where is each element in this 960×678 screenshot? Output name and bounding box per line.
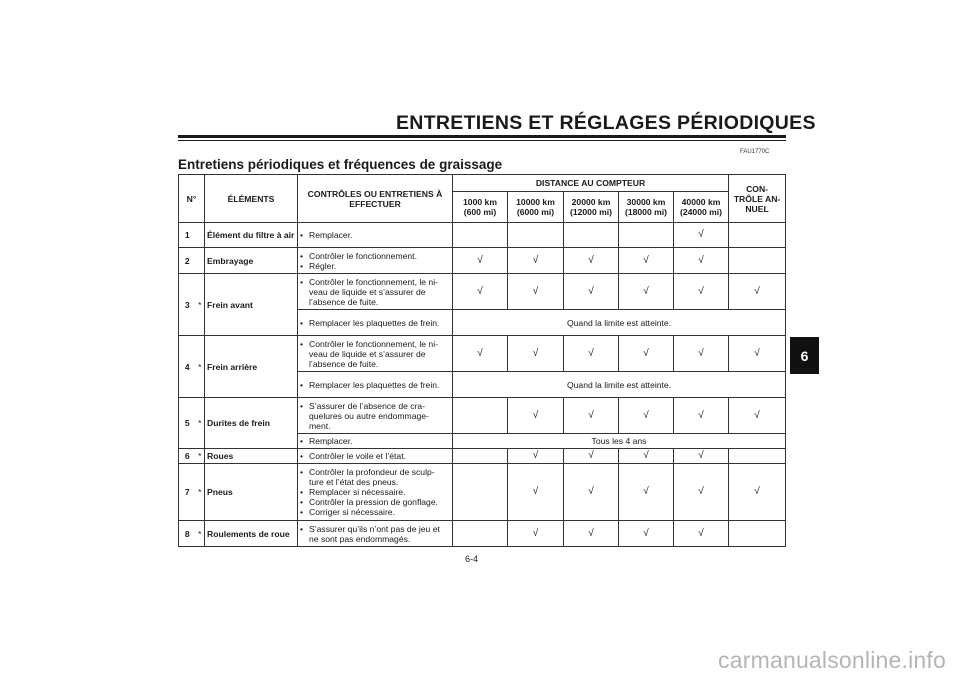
operation-item: • Remplacer si nécessaire. (300, 487, 450, 497)
interval-header (674, 192, 729, 223)
operation-item: • Remplacer. (300, 230, 450, 240)
check-cell (564, 223, 619, 248)
interval-note: Tous les 4 ans (453, 434, 786, 449)
document-code: FAU1770C (740, 149, 770, 155)
row-number: 1 (179, 223, 196, 248)
check-cell: √ (619, 449, 674, 464)
check-cell: √ (674, 521, 729, 547)
maintenance-table (178, 174, 786, 547)
operation-item: • Régler. (300, 261, 450, 271)
check-cell (453, 521, 508, 547)
check-cell: √ (508, 274, 564, 310)
row-number: 5 (179, 398, 196, 449)
check-cell: √ (674, 449, 729, 464)
header-distance: DISTANCE AU COMPTEUR (453, 175, 729, 192)
operation-item: • Remplacer les plaquettes de frein. (300, 318, 450, 328)
row-star: * (196, 274, 205, 336)
check-cell: √ (619, 521, 674, 547)
interval-header (508, 192, 564, 223)
check-cell: √ (508, 464, 564, 521)
check-cell: √ (674, 398, 729, 434)
check-cell: √ (453, 248, 508, 274)
check-cell: √ (508, 248, 564, 274)
row-operation (298, 223, 453, 248)
row-operation (298, 310, 453, 336)
interval-mi: (600 mi) (463, 207, 497, 217)
operation-item: • Contrôler le fonctionnement, le ni- veau de liquide et s’assurer de l’absence de fuite. (300, 277, 450, 307)
row-number: 6 (179, 449, 196, 464)
interval-km: 1000 km (463, 197, 497, 207)
row-number: 7 (179, 464, 196, 521)
interval-mi: (18000 mi) (624, 207, 668, 217)
table-row (179, 464, 786, 521)
interval-mi: (24000 mi) (680, 207, 723, 217)
check-cell: √ (729, 464, 786, 521)
check-cell: √ (564, 248, 619, 274)
operation-item: • Contrôler la pression de gonflage. (300, 497, 450, 507)
check-cell: √ (453, 336, 508, 372)
page-title: ENTRETIENS ET RÉGLAGES PÉRIODIQUES (396, 112, 816, 134)
header-annual: CON- TRÔLE AN- NUEL (729, 175, 786, 223)
check-cell: √ (729, 336, 786, 372)
check-cell: √ (619, 248, 674, 274)
check-cell: √ (564, 336, 619, 372)
table-row (179, 336, 786, 372)
check-cell: √ (729, 274, 786, 310)
row-star: * (196, 464, 205, 521)
row-element: Frein avant (205, 274, 298, 336)
check-cell (508, 223, 564, 248)
title-rule-thin (178, 140, 786, 141)
section-heading: Entretiens périodiques et fréquences de graissage (178, 157, 503, 172)
check-cell: √ (564, 398, 619, 434)
check-cell: √ (674, 248, 729, 274)
row-element: Roulements de roue (205, 521, 298, 547)
interval-mi: (6000 mi) (516, 207, 555, 217)
row-operation (298, 372, 453, 398)
check-cell: √ (619, 464, 674, 521)
check-cell (453, 398, 508, 434)
check-cell: √ (674, 336, 729, 372)
header-elements: ÉLÉMENTS (205, 175, 298, 223)
check-cell: √ (619, 274, 674, 310)
interval-km: 40000 km (681, 197, 721, 207)
interval-mi: (12000 mi) (569, 207, 613, 217)
row-element: Durites de frein (205, 398, 298, 449)
row-number: 3 (179, 274, 196, 336)
row-operation (298, 521, 453, 547)
operation-item: • Contrôler le fonctionnement, le ni- veau de liquide et s’assurer de l’absence de fuite. (300, 339, 450, 369)
check-cell: √ (729, 398, 786, 434)
interval-header (564, 192, 619, 223)
table-row (179, 449, 786, 464)
row-operation (298, 398, 453, 434)
check-cell: √ (674, 464, 729, 521)
row-number: 8 (179, 521, 196, 547)
operation-item: • S’assurer qu’ils n’ont pas de jeu et ne sont pas endommagés. (300, 524, 450, 544)
interval-km: 10000 km (516, 197, 555, 207)
interval-header (453, 192, 508, 223)
check-cell: √ (674, 274, 729, 310)
operation-item: • Remplacer. (300, 436, 450, 446)
row-element: Roues (205, 449, 298, 464)
table-row (179, 521, 786, 547)
check-cell: √ (564, 274, 619, 310)
interval-km: 30000 km (626, 197, 666, 207)
chapter-tab: 6 (790, 337, 819, 374)
row-element: Élément du filtre à air (205, 223, 298, 248)
row-star: * (196, 449, 205, 464)
check-cell: √ (453, 274, 508, 310)
check-cell (453, 464, 508, 521)
interval-note: Quand la limite est atteinte. (453, 372, 786, 398)
row-star: * (196, 521, 205, 547)
row-star (196, 248, 205, 274)
check-cell: √ (674, 223, 729, 248)
row-operation (298, 274, 453, 310)
row-star: * (196, 398, 205, 449)
row-element: Pneus (205, 464, 298, 521)
interval-header (619, 192, 674, 223)
row-element: Frein arrière (205, 336, 298, 398)
check-cell: √ (508, 336, 564, 372)
table-row (179, 398, 786, 434)
table-row (179, 248, 786, 274)
check-cell (729, 521, 786, 547)
row-operation (298, 464, 453, 521)
row-element: Embrayage (205, 248, 298, 274)
page-number: 6-4 (465, 554, 479, 564)
check-cell: √ (619, 336, 674, 372)
check-cell: √ (564, 464, 619, 521)
interval-note: Quand la limite est atteinte. (453, 310, 786, 336)
title-rule (178, 135, 786, 138)
operation-item: • Corriger si nécessaire. (300, 507, 450, 517)
row-star (196, 223, 205, 248)
check-cell: √ (508, 398, 564, 434)
operation-item: • Contrôler le fonctionnement. (300, 251, 450, 261)
row-operation (298, 336, 453, 372)
header-checks: CONTRÔLES OU ENTRETIENS À EFFECTUER (298, 175, 453, 223)
row-operation (298, 449, 453, 464)
operation-item: • Contrôler le voile et l’état. (300, 451, 450, 461)
check-cell: √ (508, 521, 564, 547)
interval-km: 20000 km (571, 197, 611, 207)
check-cell: √ (508, 449, 564, 464)
watermark: carmanualsonline.info (718, 647, 946, 673)
check-cell: √ (619, 398, 674, 434)
operation-item: • Remplacer les plaquettes de frein. (300, 380, 450, 390)
check-cell (619, 223, 674, 248)
check-cell (453, 223, 508, 248)
operation-item: • Contrôler la profondeur de sculp- ture et l’état des pneus. (300, 467, 450, 487)
row-number: 4 (179, 336, 196, 398)
check-cell (453, 449, 508, 464)
row-operation (298, 434, 453, 449)
row-operation (298, 248, 453, 274)
check-cell (729, 223, 786, 248)
row-number: 2 (179, 248, 196, 274)
operation-item: • S’assurer de l’absence de cra- quelures ou autre endommage- ment. (300, 401, 450, 431)
row-star: * (196, 336, 205, 398)
check-cell (729, 449, 786, 464)
table-row (179, 223, 786, 248)
check-cell: √ (564, 521, 619, 547)
header-number: N° (179, 175, 205, 223)
check-cell (729, 248, 786, 274)
table-row (179, 274, 786, 310)
check-cell: √ (564, 449, 619, 464)
